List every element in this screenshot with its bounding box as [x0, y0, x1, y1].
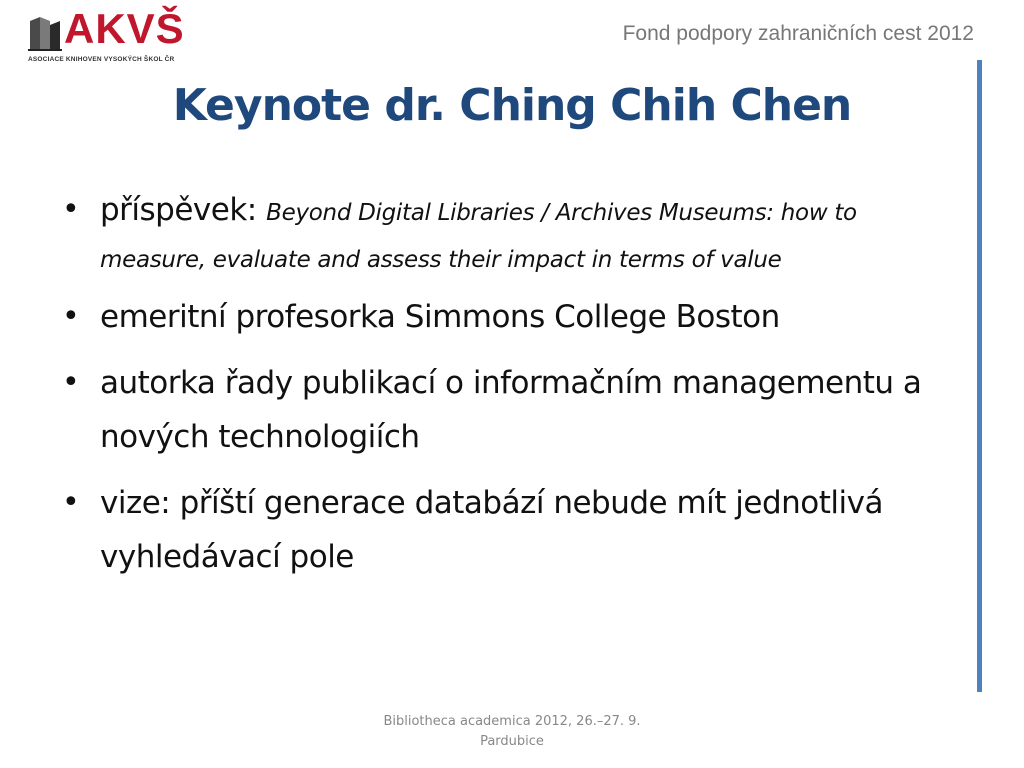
bullet-list — [60, 188, 960, 584]
bullet-text: autorka řady publikací o informačním managementu a nových technologiích — [100, 365, 922, 455]
bullet-item-contribution — [60, 188, 960, 282]
logo-wordmark: AKVŠ — [64, 5, 185, 52]
bullet-lead: příspěvek: — [100, 192, 257, 228]
slide-footer — [0, 712, 1024, 752]
footer-location: Pardubice — [480, 734, 544, 749]
bullet-text: emeritní profesorka Simmons College Boston — [100, 299, 780, 335]
fund-header: Fond podpory zahraničních cest 2012 — [622, 22, 974, 45]
slide-title: Keynote dr. Ching Chih Chen — [172, 80, 852, 131]
logo-subtitle: ASOCIACE KNIHOVEN VYSOKÝCH ŠKOL ČR — [28, 56, 175, 63]
bullet-item-professor — [60, 290, 960, 344]
bullet-item-vision — [60, 476, 960, 584]
books-logo-icon — [28, 15, 62, 51]
bullet-text: vize: příští generace databází nebude mít jednotlivá vyhledávací pole — [100, 485, 883, 575]
akvs-logo — [28, 5, 185, 68]
footer-event: Bibliotheca academica 2012, 26.–27. 9. — [383, 714, 641, 729]
contribution-title: Beyond Digital Libraries / Archives Museums: how to measure, evaluate and assess their impact in terms of value — [100, 200, 857, 273]
right-accent-rule — [977, 60, 982, 692]
bullet-item-author — [60, 356, 960, 464]
